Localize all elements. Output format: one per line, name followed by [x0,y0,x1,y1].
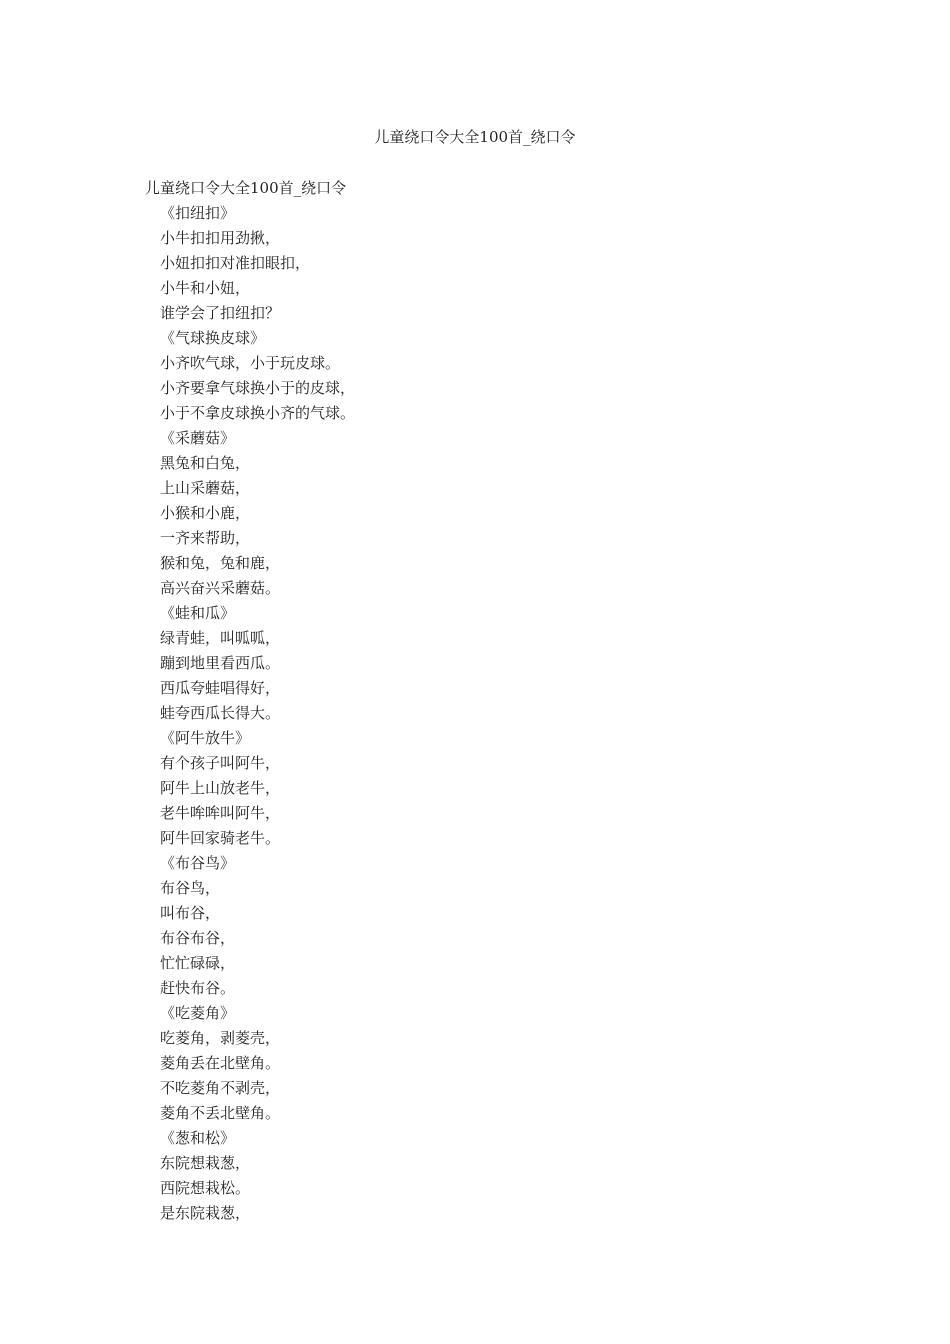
text-line: 不吃菱角不剥壳， [160,1079,281,1097]
text-line: 叫布谷， [160,904,221,922]
document-title: 儿童绕口令大全100首_绕口令 [374,128,576,146]
text-line: 西瓜夸蛙唱得好， [160,679,281,697]
text-line: 猴和兔，兔和鹿， [160,554,281,572]
text-line: 蹦到地里看西瓜。 [160,654,281,672]
text-line: 《气球换皮球》 [160,329,266,347]
text-line: 布谷布谷， [160,929,236,947]
text-line: 菱角不丢北壁角。 [160,1104,281,1122]
text-line: 小猴和小鹿， [160,504,251,522]
text-line: 小妞扣扣对准扣眼扣， [160,254,311,272]
text-line: 《葱和松》 [160,1129,236,1147]
text-line: 《扣纽扣》 [160,204,236,222]
text-line: 小牛扣扣用劲揪， [160,229,281,247]
text-line: 是东院栽葱， [160,1204,251,1222]
document-body [145,176,845,1226]
text-line: 西院想栽松。 [160,1179,251,1197]
text-line: 《蛙和瓜》 [160,604,236,622]
text-line: 一齐来帮助， [160,529,251,547]
text-line: 蛙夸西瓜长得大。 [160,704,281,722]
text-line: 上山采蘑菇， [160,479,251,497]
text-line: 阿牛回家骑老牛。 [160,829,281,847]
text-line: 小齐吹气球，小于玩皮球。 [160,354,341,372]
text-line: 小齐要拿气球换小于的皮球， [160,379,356,397]
text-line: 《阿牛放牛》 [160,729,251,747]
poem-lines [145,201,845,1226]
text-line: 东院想栽葱， [160,1154,251,1172]
text-line: 忙忙碌碌， [160,954,236,972]
text-line: 有个孩子叫阿牛， [160,754,281,772]
text-line: 赶快布谷。 [160,979,236,997]
text-line: 谁学会了扣纽扣？ [160,304,281,322]
text-line: 老牛哞哞叫阿牛， [160,804,281,822]
text-line: 绿青蛙，叫呱呱， [160,629,281,647]
text-line: 黑兔和白兔， [160,454,251,472]
text-line: 布谷鸟， [160,879,221,897]
text-line: 《布谷鸟》 [160,854,236,872]
text-line: 《吃菱角》 [160,1004,236,1022]
text-line: 菱角丢在北壁角。 [160,1054,281,1072]
text-line: 阿牛上山放老牛， [160,779,281,797]
text-line: 高兴奋兴采蘑菇。 [160,579,281,597]
text-line: 吃菱角，剥菱壳， [160,1029,281,1047]
text-line: 《采蘑菇》 [160,429,236,447]
text-line: 小牛和小妞， [160,279,251,297]
text-line: 小于不拿皮球换小齐的气球。 [160,404,356,422]
body-heading: 儿童绕口令大全100首_绕口令 [145,179,347,197]
